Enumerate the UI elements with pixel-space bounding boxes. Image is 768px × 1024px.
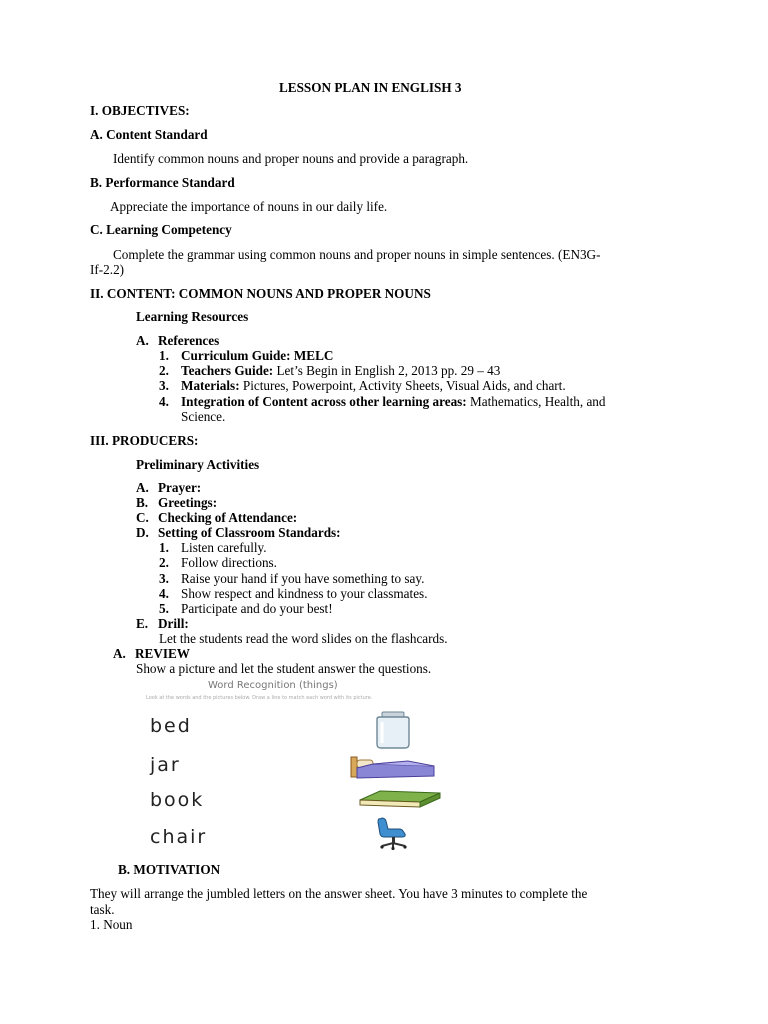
list-marker: B. [136,495,149,510]
reference-label: Materials: [181,378,240,393]
objectives-heading: I. OBJECTIVES: [90,103,190,118]
worksheet-title: Word Recognition (things) [208,680,338,691]
references-label: References [158,333,220,348]
list-marker: A. [136,333,149,348]
motivation-heading: B. MOTIVATION [118,862,221,877]
reference-item-2 [159,363,500,378]
list-marker: A. [136,480,149,495]
standard-text: Follow directions. [181,555,277,570]
standard-item [159,571,424,586]
drill-label: Drill: [158,616,189,631]
standard-text: Show respect and kindness to your classmates. [181,586,428,601]
procedures-heading: III. PRODUCERS: [90,433,199,448]
learning-competency-text-cont: If-2.2) [90,262,125,277]
motivation-text-cont: task. [90,902,115,917]
reference-label: Integration of Content across other learning areas: [181,394,467,409]
worksheet-word-bed: bed [150,715,192,737]
reference-label: Teachers Guide: [181,363,274,378]
list-marker: 2. [159,363,169,378]
list-marker: 2. [159,555,169,570]
learning-resources-heading: Learning Resources [136,309,249,324]
list-marker: A. [113,646,126,661]
standard-text: Raise your hand if you have something to say. [181,571,425,586]
performance-standard-text: Appreciate the importance of nouns in our daily life. [110,199,388,214]
learning-competency-text: Complete the grammar using common nouns and proper nouns in simple sentences. (EN3G- [113,247,601,262]
list-marker: 5. [159,601,169,616]
reference-item-4-cont: Science. [181,409,226,424]
reference-text: Let’s Begin in English 2, 2013 pp. 29 – 43 [273,363,501,378]
worksheet-instructions: Look at the words and the pictures below. Draw a line to match each word with its picture. [146,695,373,701]
motivation-text: They will arrange the jumbled letters on the answer sheet. You have 3 minutes to complete the [90,886,588,901]
content-heading: II. CONTENT: COMMON NOUNS AND PROPER NOUNS [90,286,431,301]
reference-item-4 [159,394,606,409]
review-item [113,646,190,661]
activity-item [136,495,217,510]
standard-item [159,601,333,616]
page-title: LESSON PLAN IN ENGLISH 3 [279,80,462,95]
reference-text: Pictures, Powerpoint, Activity Sheets, Visual Aids, and chart. [239,378,566,393]
review-label: REVIEW [135,646,190,661]
performance-standard-heading: B. Performance Standard [90,175,235,190]
worksheet-word-jar: jar [150,754,181,776]
list-marker: 1. [159,348,169,363]
list-marker: 1. [159,540,169,555]
review-text: Show a picture and let the student answer the questions. [136,661,432,676]
standard-item [159,555,277,570]
list-marker: E. [136,616,149,631]
activity-label: Prayer: [158,480,202,495]
standard-item [159,586,428,601]
book-icon [358,788,442,810]
list-marker: 3. [159,378,169,393]
content-standard-text: Identify common nouns and proper nouns and provide a paragraph. [113,151,469,166]
list-marker: C. [136,510,149,525]
activity-item [136,525,341,540]
drill-text: Let the students read the word slides on the flashcards. [159,631,448,646]
drill-item [136,616,189,631]
activity-item [136,480,201,495]
worksheet-word-chair: chair [150,826,208,848]
list-marker: D. [136,525,149,540]
reference-label: Curriculum Guide: MELC [181,348,334,363]
reference-item-1 [159,348,333,363]
references-item [136,333,219,348]
list-marker: 4. [159,586,169,601]
learning-competency-heading: C. Learning Competency [90,222,232,237]
content-standard-heading: A. Content Standard [90,127,208,142]
motivation-item-1: 1. Noun [90,917,133,932]
word-recognition-worksheet [136,680,446,850]
bed-icon [348,754,438,782]
activity-label: Greetings: [158,495,218,510]
reference-text: Mathematics, Health, and [466,394,606,409]
standard-item [159,540,267,555]
list-marker: 3. [159,571,169,586]
activity-label: Setting of Classroom Standards: [158,525,341,540]
preliminary-heading: Preliminary Activities [136,457,260,472]
standard-text: Listen carefully. [181,540,267,555]
activity-item [136,510,297,525]
chair-icon [372,816,422,850]
standard-text: Participate and do your best! [181,601,333,616]
list-marker: 4. [159,394,169,409]
worksheet-word-book: book [150,789,205,811]
activity-label: Checking of Attendance: [158,510,298,525]
reference-item-3 [159,378,566,393]
jar-icon [366,710,422,750]
